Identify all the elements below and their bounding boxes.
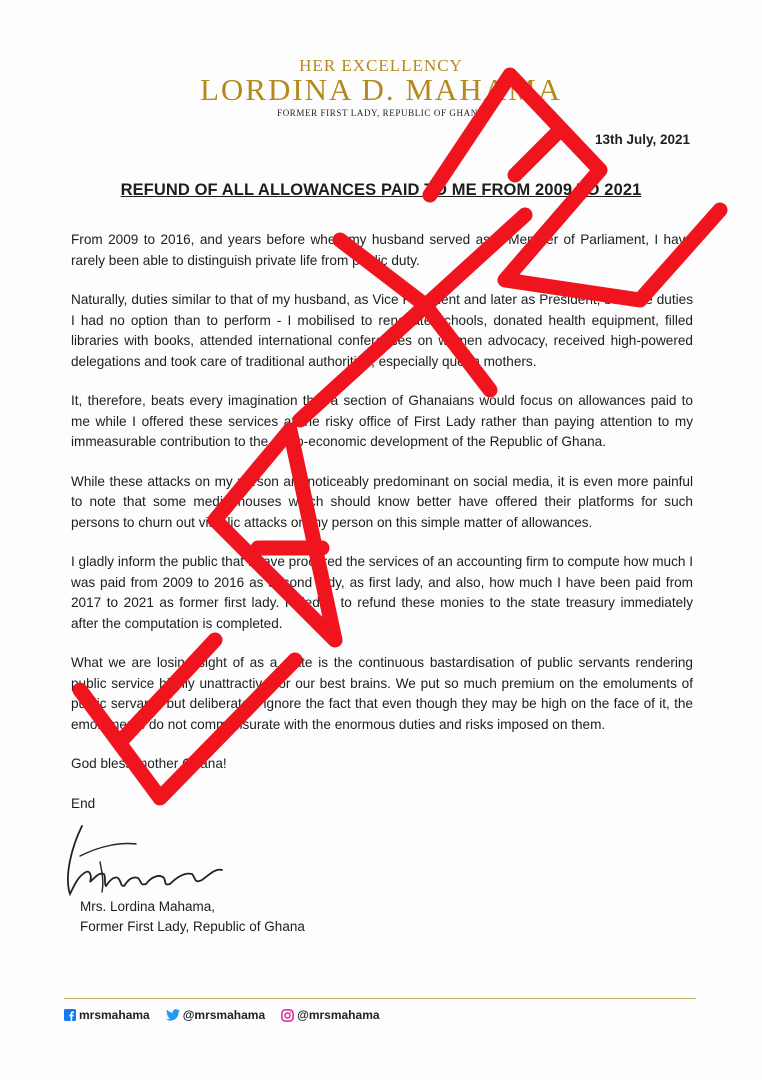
facebook-icon	[64, 1009, 76, 1021]
facebook-handle[interactable]	[64, 1008, 150, 1022]
footer-divider	[64, 998, 696, 999]
paragraph: From 2009 to 2016, and years before when my husband served as a Member of Parliament, I have rarely been able to distinguish private life from public duty.	[71, 232, 693, 268]
facebook-label: mrsmahama	[79, 1008, 150, 1022]
signatory	[80, 897, 305, 937]
letterhead-honorific: HER EXCELLENCY	[299, 56, 463, 75]
signatory-title: Former First Lady, Republic of Ghana	[80, 919, 305, 934]
paragraph: While these attacks on my person are noticeably predominant on social media, it is even more painful to note that some media houses which should know better have offered their platforms for such persons to churn out vitriolic attacks on my person on this simple matter of allowances.	[71, 473, 693, 530]
end-marker: End	[71, 795, 96, 811]
signatory-name: Mrs. Lordina Mahama,	[80, 899, 216, 914]
letter-date: 13th July, 2021	[594, 132, 690, 147]
instagram-label: @mrsmahama	[297, 1008, 380, 1022]
paragraph: Naturally, duties similar to that of my husband, as Vice President and later as President, became duties I had no option than to perform - I mobilised to renovate schools, donated health equipment, filled libraries with books, attended international conferences on women advocacy, received high-powered delegations and took care of traditional authorities, especially queen mothers.	[71, 292, 693, 369]
twitter-handle[interactable]	[166, 1008, 265, 1022]
letter-body	[71, 230, 693, 833]
instagram-handle[interactable]	[281, 1008, 379, 1022]
letter-heading: REFUND OF ALL ALLOWANCES PAID TO ME FROM 2009 TO 2021	[120, 181, 642, 199]
handwritten-signature	[60, 816, 250, 904]
paragraph: What we are losing sight of as a state is the continuous bastardisation of public servants rendering public service highly unattractive for our best brains. We put so much premium on the emoluments of public servants but deliberately ignore the fact that even though they may be high on the face of it, the emoluments do not commensurate with the enormous duties and risks imposed on them.	[71, 655, 693, 732]
stamp-letter-e-bar	[515, 130, 560, 175]
twitter-label: @mrsmahama	[182, 1008, 266, 1022]
closing-blessing: God bless mother Ghana!	[71, 756, 227, 771]
letterhead-name: LORDINA D. MAHAMA	[199, 72, 563, 107]
letterhead-subtitle: FORMER FIRST LADY, REPUBLIC OF GHANA	[277, 108, 485, 118]
paragraph: It, therefore, beats every imagination that a section of Ghanaians would focus on allowances paid to me while I offered these services at the risky office of First Lady rather than paying attention to my immeasurable contribution to the socio-economic development of the Republic of Ghana.	[71, 393, 693, 449]
twitter-icon	[166, 1009, 180, 1021]
footer-social	[64, 1008, 380, 1022]
paragraph: I gladly inform the public that I have procured the services of an accounting firm to compute how much I was paid from 2009 to 2016 as second lady, as first lady, and also, how much I have been paid from 2017 to 2021 as former first lady. I pledge to refund these monies to the state treasury immediately after the computation is completed.	[71, 554, 693, 631]
instagram-icon	[281, 1009, 294, 1022]
